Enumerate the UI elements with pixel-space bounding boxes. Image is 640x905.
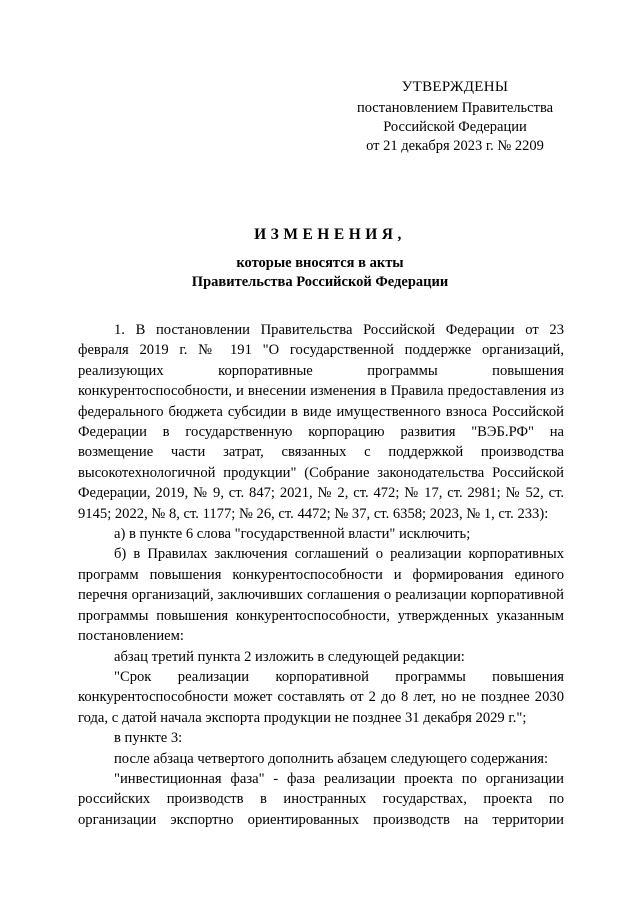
paragraph: б) в Правилах заключения соглашений о реализации корпоративных программ повышения конкурентоспособности и формирования единого перечня организаций, заключивших соглашения о реализации корпоративной программы повышения конкурентоспособности, утвержденных указанным постановлением: xyxy=(78,546,564,645)
paragraph: в пункте 3: xyxy=(114,730,183,747)
document-body xyxy=(78,320,564,830)
paragraph: "инвестиционная фаза" - фаза реализации проекта по организации российских производств в иностранных государствах, проекта по организации экспортно ориентированных производств на территории xyxy=(78,770,564,828)
document-heading xyxy=(0,224,640,292)
approval-heading: УТВЕРЖДЕНЫ xyxy=(401,79,509,95)
approval-stamp xyxy=(350,78,560,156)
paragraph: а) в пункте 6 слова "государственной власти" исключить; xyxy=(114,526,471,543)
document-subtitle xyxy=(0,254,640,292)
document-title: ИЗМЕНЕНИЯ, xyxy=(254,226,406,243)
approval-date-line: от 21 декабря 2023 г. № 2209 xyxy=(366,138,544,154)
paragraph: абзац третий пункта 2 изложить в следующей редакции: xyxy=(114,648,465,665)
paragraph: "Срок реализации корпоративной программы повышения конкурентоспособности может составлять от 2 до 8 лет, но не позднее 2030 года, с датой начала экспорта продукции не позднее 31 декабря 2029 г."; xyxy=(78,668,564,726)
subtitle-line: Правительства Российской Федерации xyxy=(191,274,449,290)
approval-line: постановлением Правительства xyxy=(356,100,554,116)
paragraph: после абзаца четвертого дополнить абзацем следующего содержания: xyxy=(114,750,549,767)
subtitle-line: которые вносятся в акты xyxy=(236,255,404,271)
approval-line: Российской Федерации xyxy=(383,119,527,135)
paragraph: 1. В постановлении Правительства Российской Федерации от 23 февраля 2019 г. № 191 "О государственной поддержке организаций, реализующих корпоративные программы повышения конкурентоспособности, и внесении изменения в Правила предоставления из федерального бюджета субсидии в виде имущественного взноса Российской Федерации в государственную корпорацию развития "ВЭБ.РФ" на возмещение части затрат, связанных с поддержкой производства высокотехнологичной продукции" (Собрание законодательства Российской Федерации, 2019, № 9, ст. 847; 2021, № 2, ст. 472; № 17, ст. 2981; № 52, ст. 9145; 2022, № 8, ст. 1177; № 26, ст. 4472; № 37, ст. 6358; 2023, № 1, ст. 233): xyxy=(78,322,564,522)
